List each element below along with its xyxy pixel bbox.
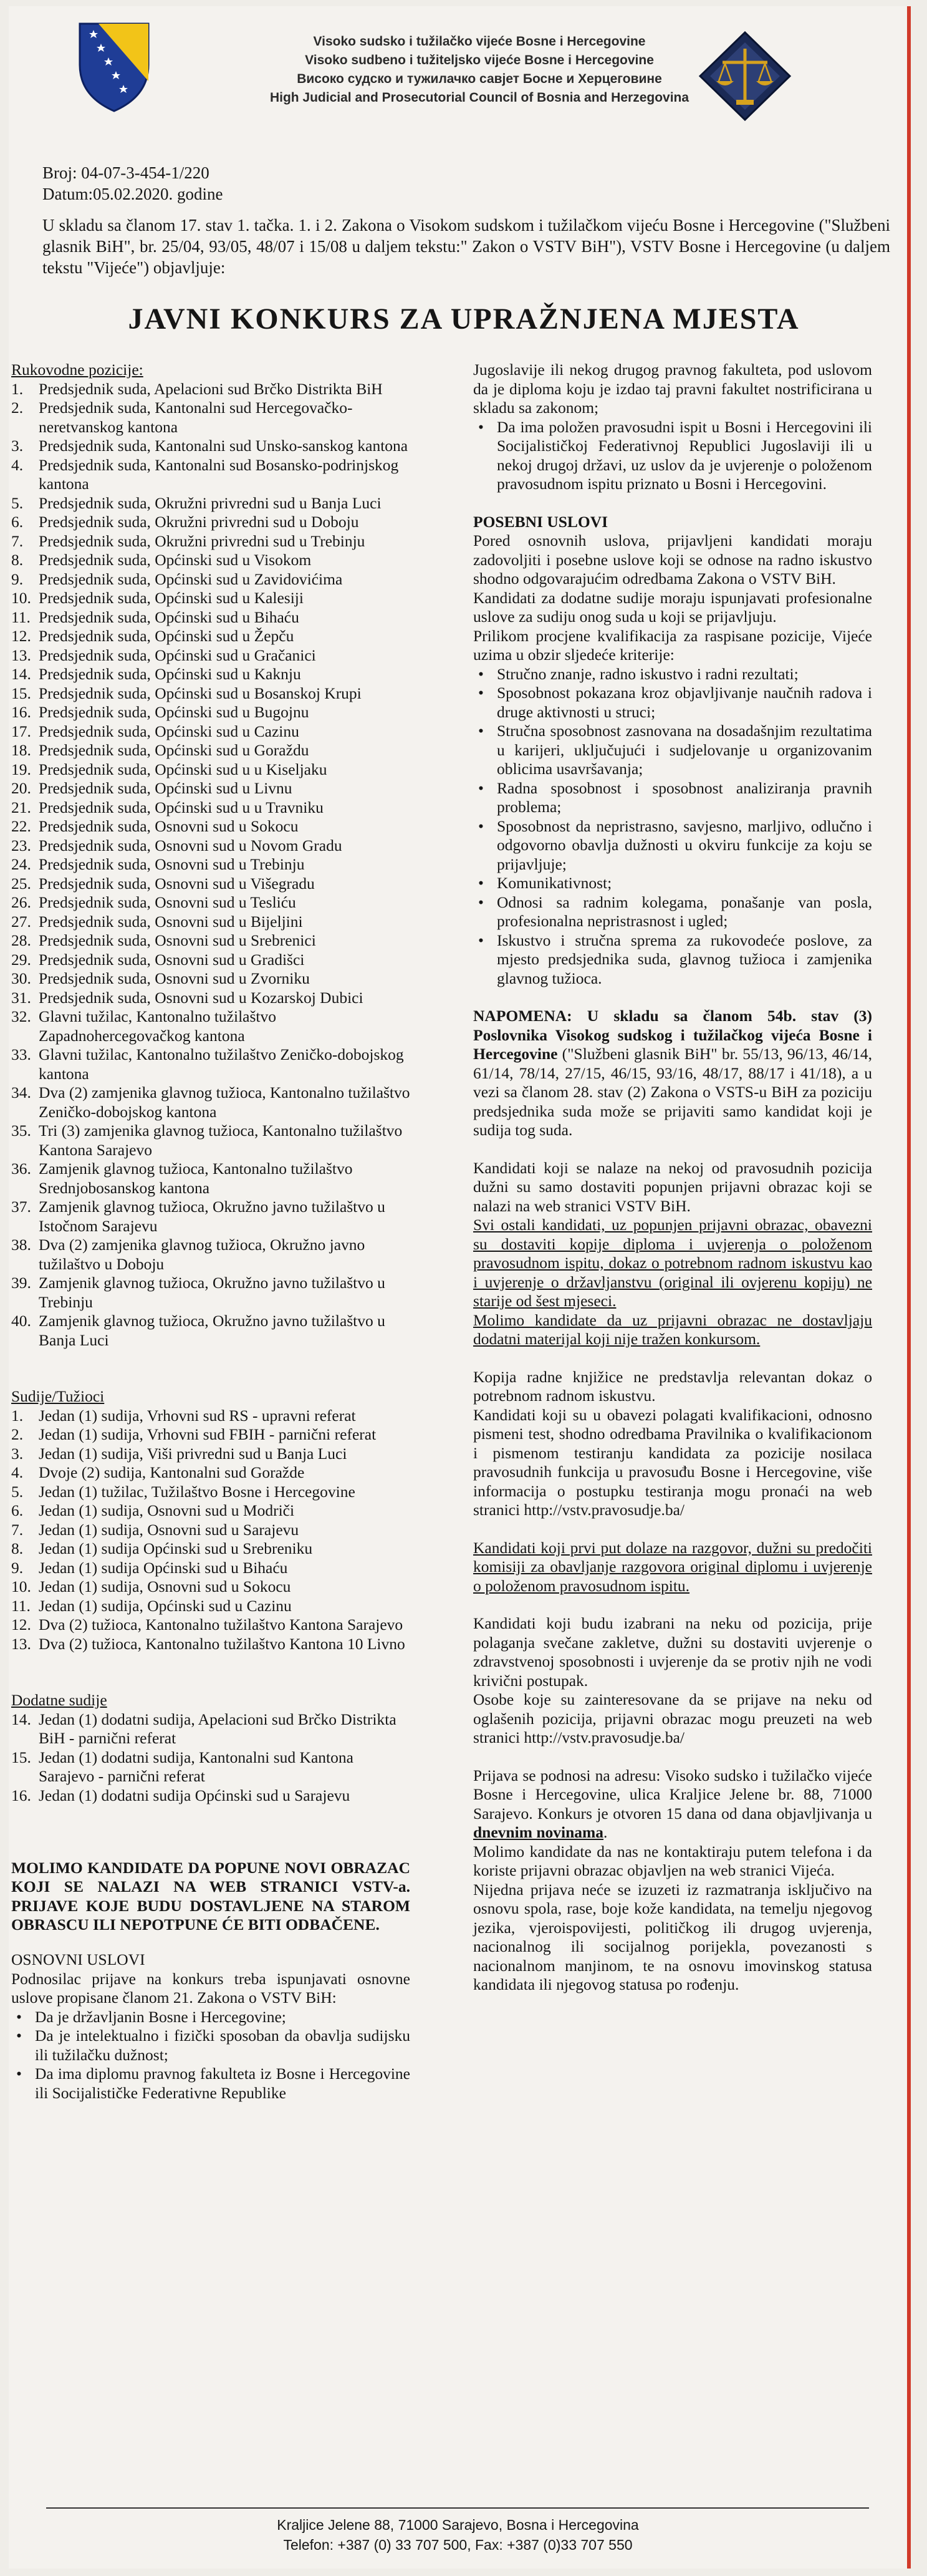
list-item-number: 3. (11, 437, 24, 455)
criteria-list (473, 665, 872, 989)
list-item (11, 1160, 410, 1198)
list-item-text: Jedan (1) sudija, Osnovni sud u Sarajevu (39, 1520, 299, 1539)
list-item (11, 1786, 410, 1806)
osnovni-uslovi-list-continued (473, 418, 872, 494)
section-heading-posebni: POSEBNI USLOVI (473, 512, 608, 531)
list-item-number: 16. (11, 1786, 31, 1804)
document-number: Broj: 04-07-3-454-1/220 (42, 163, 209, 182)
list-item-text: Jedan (1) dodatni sudija, Apelacioni sud Brčko Distrikta BiH - parnični referat (39, 1710, 396, 1747)
list-item-number: 32. (11, 1007, 31, 1025)
list-item-number: 12. (11, 1615, 31, 1634)
list-item (11, 399, 410, 437)
list-item-text: Predsjednik suda, Okružni privredni sud u Doboju (39, 513, 359, 531)
list-item-number: 7. (11, 531, 24, 550)
notice-new-form-caps: MOLIMO KANDIDATE DA POPUNE NOVI OBRAZAC KOJI SE NALAZI NA WEB STRANICI VSTV-a. PRIJAVE KOJE BUDU DOSTAVLJENE NA STAROM OBRASCU ILI NEPOTPUNE ĆE BITI ODBAČENE. (11, 1858, 410, 1934)
list-item-number: 29. (11, 950, 31, 969)
list-item (11, 646, 410, 666)
list-item-number: 16. (11, 703, 31, 721)
list-item-number: 8. (11, 551, 24, 569)
footer-address: Kraljice Jelene 88, 71000 Sarajevo, Bosna i Hercegovina (277, 2517, 639, 2533)
list-item-text: Jedan (1) sudija Općinski sud u Bihaću (39, 1558, 288, 1577)
paragraph-zainteresovane: Osobe koje su zainteresovane da se prijave na neku od oglašenih pozicija, prijavni obrazac mogu preuzeti na web stranici http://vstv.pravosudje.ba/ (473, 1690, 872, 1746)
intro-paragraph: U skladu sa članom 17. stav 1. tačka. 1. i 2. Zakona o Visokom sudskom i tužilačkom vijeću Bosne i Hercegovine ("Službeni glasnik BiH", br. 25/04, 93/05, 48/07 i 15/08 u daljem tekstu:" Zakon o VSTV BiH"), VSTV Bosne i Hercegovine (u daljem tekstu "Vijeće") objavljuje: (42, 216, 890, 277)
list-item (11, 741, 410, 760)
list-item (11, 703, 410, 722)
list-item-text: Predsjednik suda, Općinski sud u Bosanskoj Krupi (39, 684, 362, 702)
list-item-number: 34. (11, 1083, 31, 1102)
list-item-text: Predsjednik suda, Okružni privredni sud u Trebinju (39, 531, 365, 550)
list-item-text: Predsjednik suda, Općinski sud u u Travniku (39, 798, 324, 816)
list-item-text: Jedan (1) sudija, Viši privredni sud u Banja Luci (39, 1444, 347, 1463)
list-item-number: 1. (11, 379, 24, 398)
list-item (11, 760, 410, 780)
list-item (11, 1274, 410, 1312)
council-name-serbian: Високо судско и тужилачко савјет Босне и Херцеговине (297, 72, 662, 86)
list-item-text: Predsjednik suda, Općinski sud u Kalesiji (39, 589, 304, 607)
list-item-number: 33. (11, 1045, 31, 1063)
list-item-text: Predsjednik suda, Osnovni sud u Višegradu (39, 874, 315, 893)
list-item-text: Predsjednik suda, Osnovni sud u Tesliću (39, 893, 296, 911)
paragraph-no-extra-material: Molimo kandidate da uz prijavni obrazac ne dostavljaju dodatni materijal koji nije tražen konkursom. (473, 1310, 872, 1348)
list-item-text: Predsjednik suda, Osnovni sud u Trebinju (39, 855, 305, 873)
list-item-number: 6. (11, 1501, 24, 1519)
right-column (473, 361, 872, 1995)
list-item-text: Predsjednik suda, Okružni privredni sud u Banja Luci (39, 493, 382, 512)
page-title: JAVNI KONKURS ZA UPRAŽNJENA MJESTA (128, 303, 800, 336)
list-item-text: Predsjednik suda, Osnovni sud u Kozarskoj Dubici (39, 988, 363, 1007)
list-item-text: Predsjednik suda, Općinski sud u Gračanici (39, 646, 316, 664)
list-item-number: 18. (11, 741, 31, 759)
posebni-paragraph-3: Prilikom procjene kvalifikacija za raspisane pozicije, Vijeće uzima u obzir sljedeće kriterije: (473, 626, 872, 664)
list-item-number: 26. (11, 893, 31, 911)
list-item-text: Jedan (1) sudija, Općinski sud u Cazinu (39, 1596, 292, 1615)
list-item-text: Jedan (1) sudija, Osnovni sud u Sokocu (39, 1577, 291, 1595)
paragraph-telefon: Molimo kandidate da nas ne kontaktiraju putem telefona i da koriste prijavni obrazac objavljen na web stranici Vijeća. (473, 1842, 872, 1879)
list-item-number: 3. (11, 1444, 24, 1463)
list-item (11, 380, 410, 399)
list-item-number: 31. (11, 988, 31, 1007)
list-item: • Iskustvo i stručna sprema za rukovodeće poslove, za mjesto predsjednika suda, glavnog tužioca i zamjenika glavnog tužioca. (473, 931, 872, 989)
list-item-text: Zamjenik glavnog tužioca, Okružno javno tužilaštvo u Istočnom Sarajevu (39, 1198, 385, 1235)
list-item-number: 37. (11, 1198, 31, 1216)
list-item-number: 11. (11, 608, 31, 626)
list-item (11, 722, 410, 742)
list-item-text: Dva (2) tužioca, Kantonalno tužilaštvo Kantona 10 Livno (39, 1634, 405, 1653)
list-item (11, 532, 410, 551)
list-item-text: Dva (2) zamjenika glavnog tužioca, Kantonalno tužilaštvo Zeničko-dobojskog kantona (39, 1083, 410, 1121)
adresa-text: Prijava se podnosi na adresu: Visoko sudsko i tužilačko vijeće Bosne i Hercegovine, ulica Kraljice Jelene br. 88, 71000 Sarajevo. Konkurs je otvoren 15 dana od dana objavljivanja u (473, 1766, 872, 1823)
council-name-english: High Judicial and Prosecutorial Council of Bosnia and Herzegovina (269, 90, 689, 105)
list-item (11, 1483, 410, 1502)
list-item: • Da ima diplomu pravnog fakulteta iz Bosne i Hercegovine ili Socijalističke Federativne Republike (11, 2065, 410, 2103)
section-heading-rukovodne: Rukovodne pozicije: (11, 361, 143, 379)
list-item (11, 684, 410, 704)
list-item-text: Predsjednik suda, Kantonalni sud Unsko-sanskog kantona (39, 437, 408, 455)
list-item (11, 779, 410, 798)
list-item-text: Zamjenik glavnog tužioca, Okružno javno tužilaštvo u Trebinju (39, 1274, 385, 1311)
list-item-text: Predsjednik suda, Kantonalni sud Hercegovačko-neretvanskog kantona (39, 399, 353, 436)
adresa-end: . (603, 1823, 608, 1841)
list-item (11, 1539, 410, 1559)
list-item-text: Dvoje (2) sudija, Kantonalni sud Goražde (39, 1463, 305, 1481)
list-item-text: Predsjednik suda, Općinski sud u Zavidovićima (39, 569, 343, 588)
council-name-bosnian: Visoko sudsko i tužilačko vijeće Bosne i Hercegovine (313, 34, 646, 49)
list-item (11, 1007, 410, 1045)
list-item-text: Glavni tužilac, Kantonalno tužilaštvo Zapadnohercegovačkog kantona (39, 1007, 276, 1045)
list-item (11, 1615, 410, 1635)
list-item (11, 1710, 410, 1748)
list-item-number: 14. (11, 665, 31, 683)
list-item-text: Predsjednik suda, Općinski sud u Žepču (39, 627, 294, 645)
council-name-croatian: Visoko sudbeno i tužiteljsko vijeće Bosne i Hercegovine (305, 53, 654, 67)
list-item (11, 589, 410, 608)
list-item-number: 10. (11, 589, 31, 607)
list-item-text: Dva (2) zamjenika glavnog tužioca, Okružno javno tužilaštvo u Doboju (39, 1236, 365, 1273)
list-item-text: Predsjednik suda, Osnovni sud u Sokocu (39, 817, 299, 835)
list-item-text: Predsjednik suda, Osnovni sud u Srebrenici (39, 931, 316, 949)
list-item-number: 27. (11, 912, 31, 931)
list-item-text: Predsjednik suda, Općinski sud u Kaknju (39, 665, 301, 683)
list-item: • Da ima položen pravosudni ispit u Bosni i Hercegovini ili Socijalističkoj Federativnoj Republici Jugoslaviji ili u nekoj drugoj državi, uz uslov da je uvjerenje o položenom pravosudnom ispitu priznato u Bosni i Hercegovini. (473, 418, 872, 494)
list-item-number: 25. (11, 874, 31, 893)
list-item (11, 1597, 410, 1616)
list-item (11, 551, 410, 570)
list-item-text: Predsjednik suda, Kantonalni sud Bosansko-podrinjskog kantona (39, 455, 399, 493)
list-item-number: 39. (11, 1274, 31, 1292)
list-item (11, 1407, 410, 1426)
list-item: • Stručna sposobnost zasnovana na dosadašnjim rezultatima u karijeri, uključujući i sudjelovanje u organizovanim oblicima usavršavanja; (473, 722, 872, 779)
paragraph-razgovor: Kandidati koji prvi put dolaze na razgovor, dužni su predočiti komisiji za obavljanje razgovora original diplomu i uvjerenje o položenom pravosudnom ispitu. (473, 1538, 872, 1595)
list-item-number: 17. (11, 722, 31, 740)
list-item-text: Zamjenik glavnog tužioca, Kantonalno tužilaštvo Srednjobosanskog kantona (39, 1160, 353, 1197)
paragraph-radna-knjizica: Kopija radne knjižice ne predstavlja relevantan dokaz o potrebnom radnom iskustvu. (473, 1367, 872, 1405)
list-item-number: 21. (11, 798, 31, 816)
list-item-text: Tri (3) zamjenika glavnog tužioca, Kantonalno tužilaštvo Kantona Sarajevo (39, 1121, 403, 1159)
list-item-number: 38. (11, 1236, 31, 1254)
list-item-number: 9. (11, 569, 24, 588)
list-item: • Da je intelektualno i fizički sposoban da obavlja sudijsku ili tužilačku dužnost; (11, 2026, 410, 2065)
posebni-paragraph-2: Kandidati za dodatne sudije moraju ispunjavati profesionalne uslove za sudiju onog suda u koji se prijavljuju. (473, 588, 872, 626)
list-item (11, 665, 410, 684)
list-item-number: 24. (11, 855, 31, 873)
paragraph-pozicija: Kandidati koji se nalaze na nekoj od pravosudnih pozicija dužni su samo dostaviti popunjen prijavni obrazac koji se nalazi na web stranici VSTV BiH. (473, 1158, 872, 1215)
list-item (11, 893, 410, 913)
list-item-text: Zamjenik glavnog tužioca, Okružno javno tužilaštvo u Banja Luci (39, 1312, 385, 1349)
list-item: • Sposobnost da nepristrasno, savjesno, marljivo, odlučno i odgovorno obavlja dužnosti u okviru funkcije za koju se prijavljuje; (473, 817, 872, 874)
list-item-number: 7. (11, 1520, 24, 1539)
section-heading-osnovni: OSNOVNI USLOVI (11, 1950, 145, 1968)
hjpc-emblem-logo (698, 30, 792, 122)
napomena-bold: NAPOMENA: U skladu sa članom 54b. stav (3) Poslovnika Visokog sudskog i tužilačkog vijeća Bosne i Hercegovine (473, 1007, 872, 1063)
list-item-text: Jedan (1) dodatni sudija, Kantonalni sud Kantona Sarajevo - parnični referat (39, 1748, 353, 1785)
list-item-text: Glavni tužilac, Kantonalno tužilaštvo Zeničko-dobojskog kantona (39, 1045, 404, 1083)
list-dodatne-sudije (11, 1710, 410, 1806)
paragraph-izabrani: Kandidati koji budu izabrani na neku od pozicija, prije polaganja svečane zakletve, dužni su dostaviti uvjerenje o zdravstvenoj sposobnosti i uvjerenje da se protiv njih ne vodi krivični postupak. (473, 1614, 872, 1690)
list-item (11, 855, 410, 874)
list-item-number: 12. (11, 627, 31, 645)
list-item-text: Jedan (1) sudija Općinski sud u Srebreniku (39, 1539, 313, 1557)
list-item: • Sposobnost pokazana kroz objavljivanje naučnih radova i druge aktivnosti u struci; (473, 684, 872, 722)
list-item-number: 40. (11, 1312, 31, 1330)
list-item-text: Predsjednik suda, Osnovni sud u Novom Gradu (39, 836, 342, 855)
list-item-number: 4. (11, 455, 24, 474)
list-item-text: Predsjednik suda, Osnovni sud u Gradišci (39, 950, 305, 969)
list-item (11, 1577, 410, 1597)
list-item-text: Dva (2) tužioca, Kantonalno tužilaštvo Kantona Sarajevo (39, 1615, 403, 1634)
list-item (11, 1635, 410, 1654)
list-item (11, 1521, 410, 1540)
list-item (11, 608, 410, 627)
list-item-text: Predsjednik suda, Općinski sud u Cazinu (39, 722, 299, 740)
footer-divider (46, 2507, 869, 2509)
list-item (11, 1463, 410, 1483)
napomena-paragraph (473, 1007, 872, 1140)
list-item (11, 1445, 410, 1464)
list-item-text: Predsjednik suda, Općinski sud u Bugojnu (39, 703, 309, 721)
paragraph-testiranje: Kandidati koji su u obavezi polagati kvalifikacioni, odnosno pismeni test, shodno odredbama Pravilnika o kvalifikacionom i pismenom testiranju kandidata za pozicije nosilaca pravosudnih funkcija u pravosuđu Bosne i Hercegovine, više informacija o postupku testiranja mogu pronaći na web stranici http://vstv.pravosudje.ba/ (473, 1405, 872, 1519)
list-item-number: 10. (11, 1577, 31, 1595)
section-heading-sudije: Sudije/Tužioci (11, 1387, 105, 1405)
list-item (11, 627, 410, 646)
list-item (11, 913, 410, 932)
list-item-number: 2. (11, 1425, 24, 1443)
list-item (11, 456, 410, 494)
list-item (11, 836, 410, 856)
list-item-number: 4. (11, 1463, 24, 1481)
list-item (11, 513, 410, 532)
bih-coat-of-arms-logo (77, 21, 151, 114)
list-item-text: Predsjednik suda, Općinski sud u Bihaću (39, 608, 299, 626)
list-item (11, 1198, 410, 1236)
list-item-number: 5. (11, 1482, 24, 1501)
list-item-number: 19. (11, 760, 31, 778)
list-item-number: 8. (11, 1539, 24, 1557)
napomena-rest: ("Službeni glasnik BiH" br. 55/13, 96/13, 46/14, 61/14, 78/14, 27/15, 46/15, 93/16, 48/17, 88/17 i 41/18), a u vezi sa članom 28. stav (2) Zakona o VSTS-u BiH za poziciju predsjednika suda može se prijaviti samo kandidat koji je sudija tog suda. (473, 1045, 872, 1139)
dnevnim-novinama: dnevnim novinama (473, 1823, 604, 1841)
list-item (11, 437, 410, 456)
list-item-number: 28. (11, 931, 31, 949)
list-item-number: 15. (11, 1748, 31, 1766)
list-item: • Komunikativnost; (473, 874, 872, 893)
list-item: • Radna sposobnost i sposobnost analiziranja pravnih problema; (473, 779, 872, 817)
list-item-text: Jedan (1) sudija, Vrhovni sud FBIH - parnični referat (39, 1425, 377, 1443)
list-item: • Stručno znanje, radno iskustvo i radni rezultati; (473, 665, 872, 684)
list-item-number: 15. (11, 684, 31, 702)
footer-contact: Telefon: +387 (0) 33 707 500, Fax: +387 (0)33 707 550 (283, 2537, 633, 2553)
list-item-number: 36. (11, 1160, 31, 1178)
list-item-number: 13. (11, 1634, 31, 1653)
paragraph-nijedna: Nijedna prijava neće se izuzeti iz razmatranja isključivo na osnovu spola, rase, boje kože kandidata, na temelju njegovog jezika, vjeroispovijesti, političkog ili drugog uvjerenja, nacionalnog ili socijalnog porijekla, povezanosti s nacionalnom manjinom, te na osnovu imovinskog statusa kandidata ili njegovog statusa po rođenju. (473, 1880, 872, 1993)
section-heading-dodatne: Dodatne sudije (11, 1691, 107, 1709)
list-item-number: 9. (11, 1558, 24, 1577)
list-item (11, 1748, 410, 1786)
list-item-text: Predsjednik suda, Općinski sud u Livnu (39, 779, 292, 797)
list-item (11, 969, 410, 989)
osnovni-bullet-continued: Jugoslavije ili nekog drugog pravnog fakulteta, pod uslovom da je diploma koju je izdao taj pravni fakultet nostrificirana u skladu sa zakonom; (473, 361, 872, 417)
list-item (11, 989, 410, 1008)
list-item (11, 951, 410, 970)
list-item-text: Jedan (1) tužilac, Tužilaštvo Bosne i Hercegovine (39, 1482, 355, 1501)
list-item-text: Predsjednik suda, Općinski sud u u Kiseljaku (39, 760, 327, 778)
list-item (11, 1312, 410, 1350)
left-column (11, 361, 410, 2103)
footer (9, 2515, 907, 2555)
list-item-number: 20. (11, 779, 31, 797)
list-item (11, 931, 410, 951)
list-item-number: 6. (11, 513, 24, 531)
list-rukovodne-pozicije (11, 380, 410, 1350)
newspaper-page (9, 6, 911, 2569)
list-item (11, 1045, 410, 1083)
document-date: Datum:05.02.2020. godine (42, 185, 223, 203)
list-item (11, 570, 410, 589)
list-item (11, 1083, 410, 1121)
list-item-text: Predsjednik suda, Osnovni sud u Bijeljini (39, 912, 303, 931)
list-item-number: 22. (11, 817, 31, 835)
list-item-number: 35. (11, 1121, 31, 1140)
list-item-text: Jedan (1) dodatni sudija Općinski sud u Sarajevu (39, 1786, 350, 1804)
osnovni-intro: Podnosilac prijave na konkurs treba ispunjavati osnovne uslove propisane članom 21. Zakona o VSTV BiH: (11, 1969, 410, 2007)
list-item-number: 11. (11, 1596, 31, 1615)
list-item: • Da je državljanin Bosne i Hercegovine; (11, 2008, 410, 2027)
list-item (11, 1236, 410, 1274)
list-item (11, 1121, 410, 1160)
list-item-text: Predsjednik suda, Osnovni sud u Zvorniku (39, 969, 310, 987)
list-item (11, 1501, 410, 1521)
list-item-number: 2. (11, 399, 24, 417)
posebni-paragraph-1: Pored osnovnih uslova, prijavljeni kandidati moraju zadovoljiti i posebne uslove koji se odnose na radno iskustvo shodno odgovarajućim odredbama Zakona o VSTV BiH. (473, 531, 872, 588)
list-item-number: 14. (11, 1710, 31, 1728)
list-item-number: 13. (11, 646, 31, 664)
list-item-text: Predsjednik suda, Općinski sud u Visokom (39, 551, 312, 569)
list-item (11, 494, 410, 513)
list-item (11, 817, 410, 836)
list-item-number: 23. (11, 836, 31, 855)
list-item-text: Jedan (1) sudija, Vrhovni sud RS - upravni referat (39, 1406, 356, 1425)
list-item (11, 798, 410, 818)
list-item-number: 30. (11, 969, 31, 987)
list-item: • Odnosi sa radnim kolegama, ponašanje van posla, profesionalna nepristrasnost i ugled; (473, 893, 872, 931)
list-item-text: Predsjednik suda, Općinski sud u Goraždu (39, 741, 309, 759)
reference-block (42, 162, 223, 205)
list-sudije-tuzioci (11, 1407, 410, 1654)
osnovni-uslovi-list (11, 2008, 410, 2103)
paragraph-adresa (473, 1766, 872, 1842)
header (9, 6, 907, 150)
list-item (11, 1559, 410, 1578)
list-item-text: Predsjednik suda, Apelacioni sud Brčko Distrikta BiH (39, 379, 383, 398)
list-item (11, 1425, 410, 1445)
paragraph-ostali-kandidati: Svi ostali kandidati, uz popunjen prijavni obrazac, obavezni su dostaviti kopije diploma i uvjerenja o položenom pravosudnom ispitu, dokaz o potrebnom radnom iskustvu kao i uvjerenje o državljanstvu (original ili ovjerenu kopiju) ne starije od šest mjeseci. (473, 1216, 872, 1310)
list-item (11, 874, 410, 894)
list-item-number: 5. (11, 493, 24, 512)
council-name-block (261, 32, 698, 107)
list-item-text: Jedan (1) sudija, Osnovni sud u Modriči (39, 1501, 295, 1519)
list-item-number: 1. (11, 1406, 24, 1425)
